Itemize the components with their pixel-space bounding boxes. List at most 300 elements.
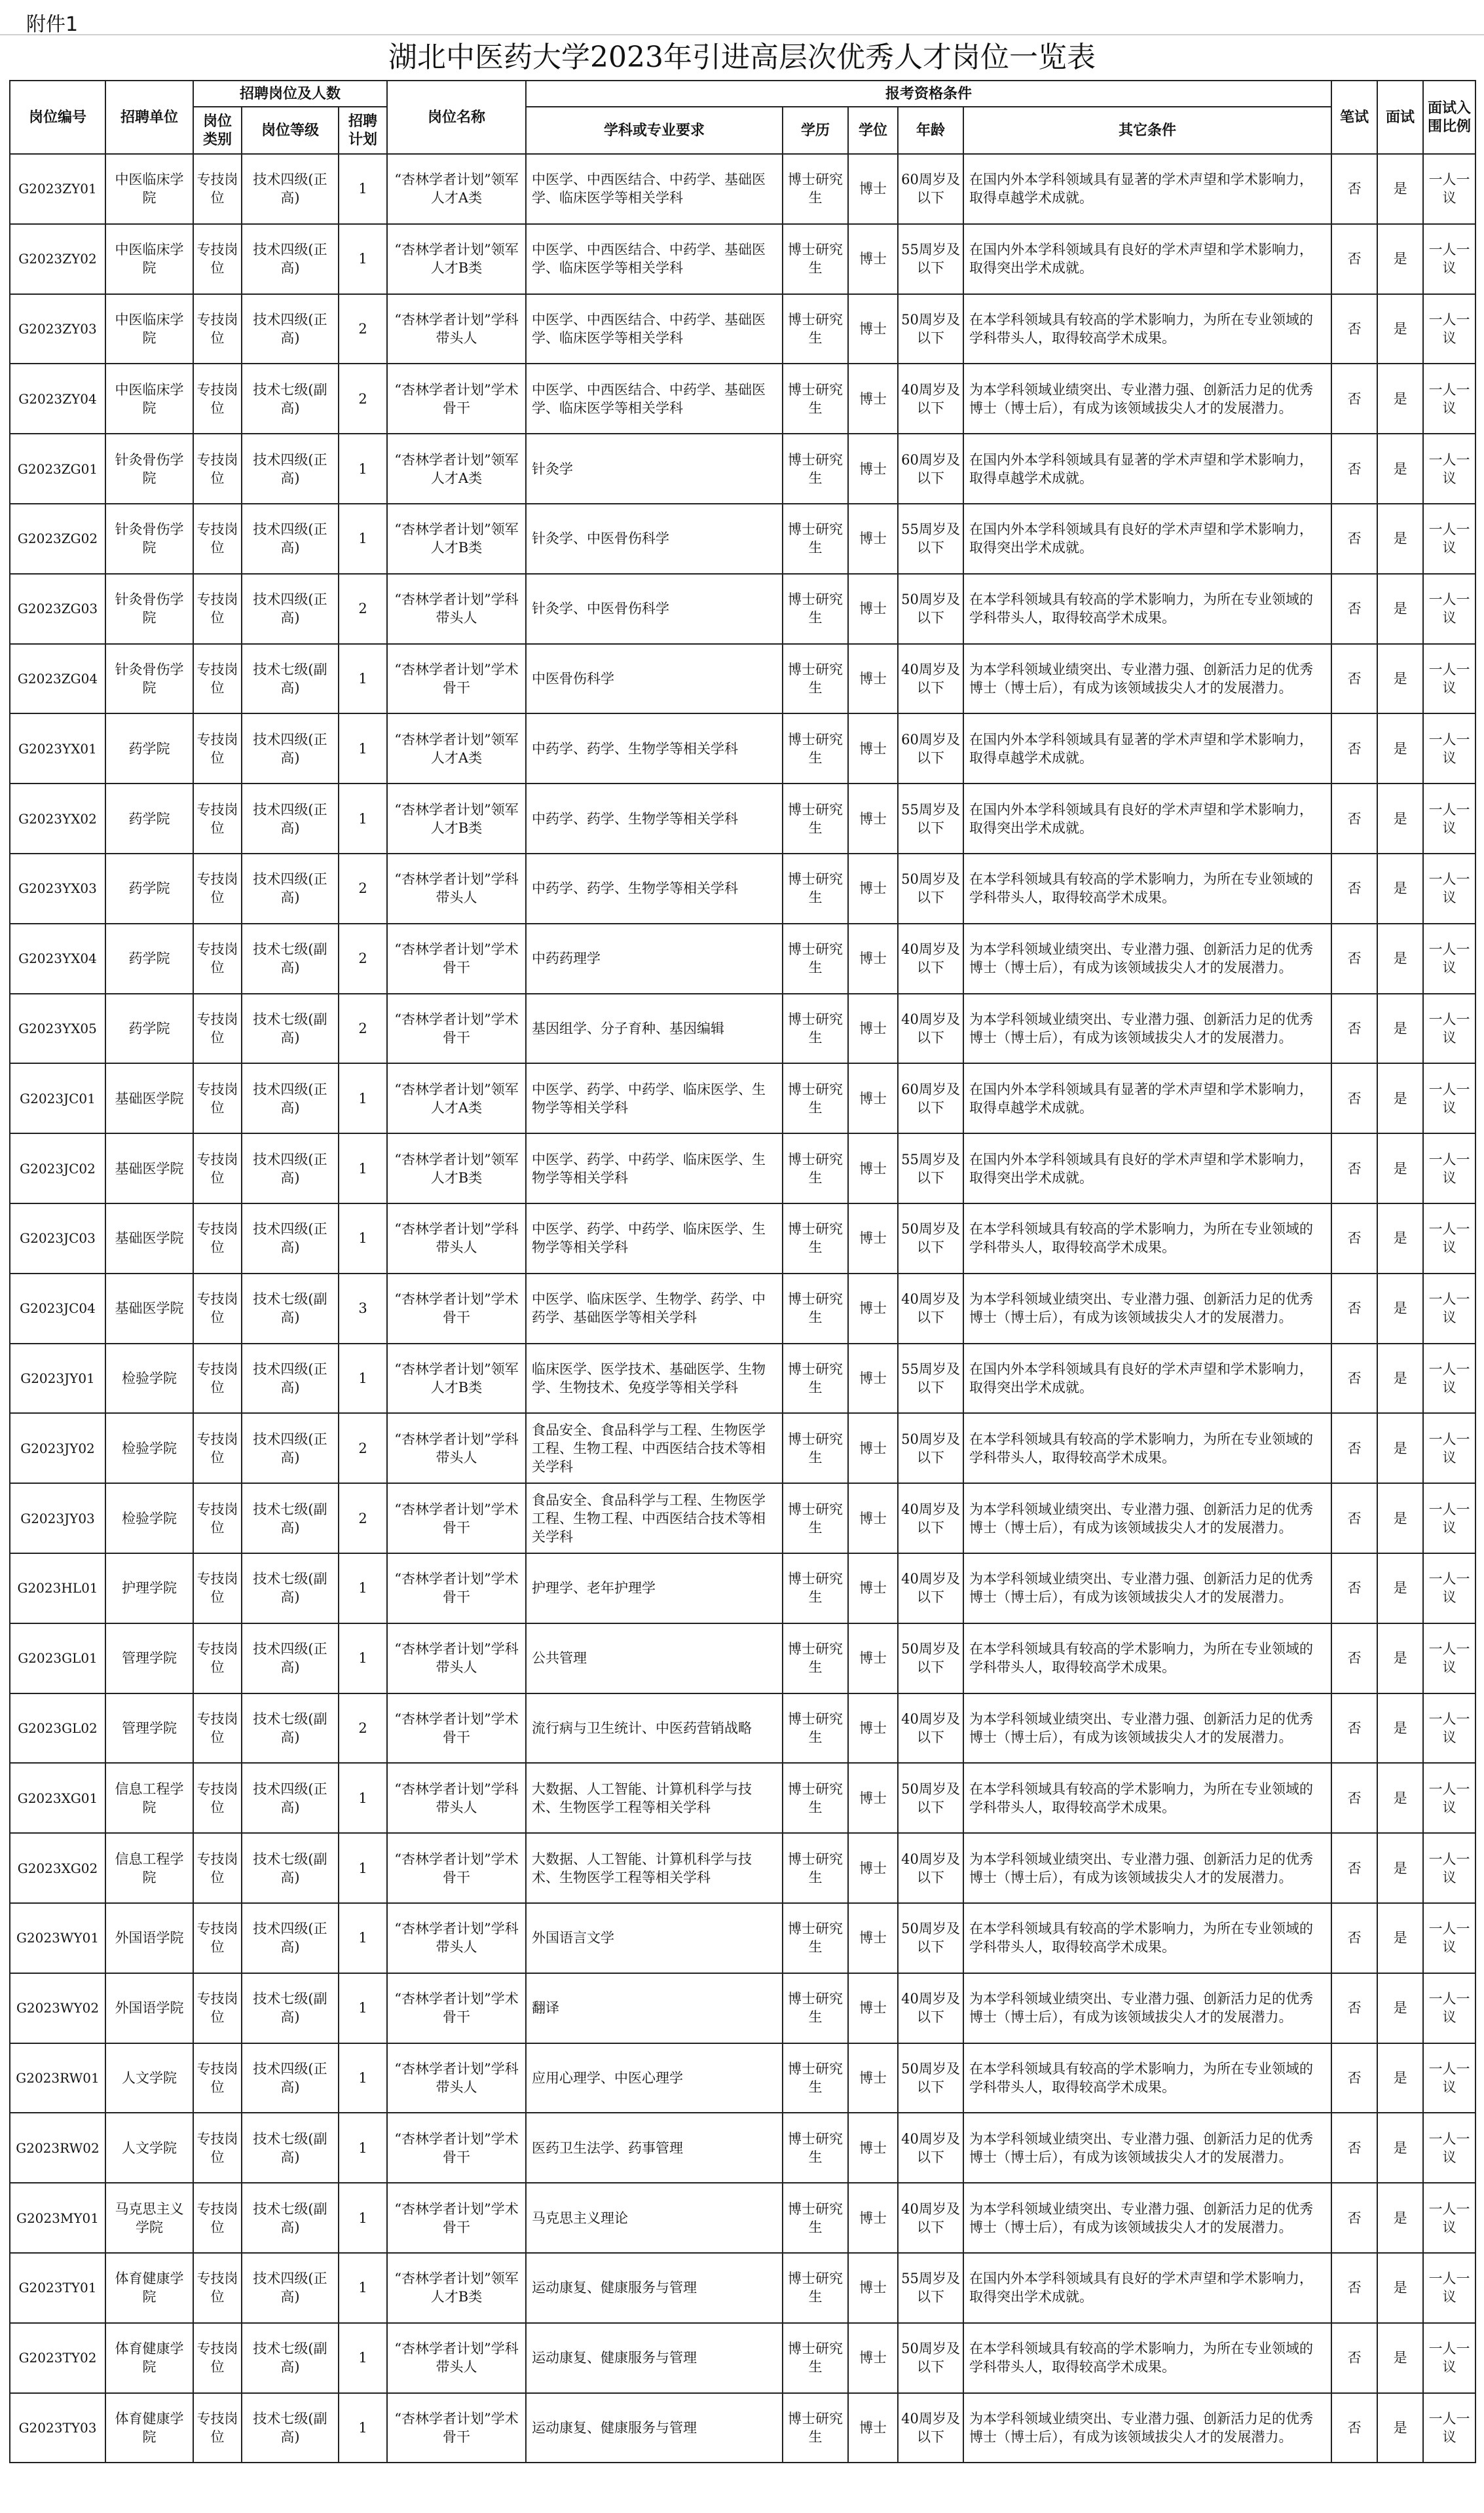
table-row: [10, 2183, 1475, 2253]
degree-cell: 博士: [848, 994, 898, 1064]
position-code-cell: G2023YX03: [10, 854, 105, 924]
written-exam-cell: 否: [1331, 1973, 1377, 2043]
header-degree: 学位: [848, 107, 898, 154]
position-code-cell: G2023YX05: [10, 994, 105, 1064]
unit-name-cell: 体育健康学院: [105, 2253, 193, 2323]
major-requirement-cell: 大数据、人工智能、计算机科学与技术、生物医学工程等相关学科: [526, 1833, 783, 1903]
other-conditions-cell: 为本学科领域业绩突出、专业潜力强、创新活力足的优秀博士（博士后），有成为该领域拔尖人才的发展潜力。: [963, 1483, 1331, 1553]
unit-name-cell: 体育健康学院: [105, 2323, 193, 2393]
education-cell: 博士研究生: [783, 924, 848, 994]
interview-cell: 是: [1377, 1903, 1423, 1973]
other-conditions-cell: 在本学科领域具有较高的学术影响力，为所在专业领域的学科带头人，取得较高学术成果。: [963, 1623, 1331, 1693]
education-cell: 博士研究生: [783, 154, 848, 224]
major-requirement-cell: 食品安全、食品科学与工程、生物医学工程、生物工程、中西医结合技术等相关学科: [526, 1413, 783, 1483]
major-requirement-cell: 外国语言文学: [526, 1903, 783, 1973]
interview-ratio-cell: 一人一议: [1423, 2323, 1475, 2393]
position-code-cell: G2023WY02: [10, 1973, 105, 2043]
education-cell: 博士研究生: [783, 1973, 848, 2043]
table-row: [10, 2323, 1475, 2393]
major-requirement-cell: 基因组学、分子育种、基因编辑: [526, 994, 783, 1064]
other-conditions-cell: 为本学科领域业绩突出、专业潜力强、创新活力足的优秀博士（博士后），有成为该领域拔尖人才的发展潜力。: [963, 364, 1331, 434]
interview-ratio-cell: 一人一议: [1423, 1903, 1475, 1973]
degree-cell: 博士: [848, 224, 898, 294]
hiring-plan-cell: 1: [339, 1763, 387, 1833]
age-limit-cell: 40周岁及以下: [898, 1693, 963, 1764]
post-level-cell: 技术七级(副高): [242, 2393, 339, 2463]
written-exam-cell: 否: [1331, 504, 1377, 574]
unit-name-cell: 药学院: [105, 784, 193, 854]
written-exam-cell: 否: [1331, 713, 1377, 784]
position-code-cell: G2023ZY02: [10, 224, 105, 294]
post-name-cell: “杏林学者计划”领军人才A类: [387, 1063, 526, 1133]
unit-name-cell: 中医临床学院: [105, 224, 193, 294]
degree-cell: 博士: [848, 784, 898, 854]
table-row: [10, 1063, 1475, 1133]
hiring-plan-cell: 1: [339, 1203, 387, 1274]
education-cell: 博士研究生: [783, 1693, 848, 1764]
header-conditions: 报考资格条件: [526, 81, 1331, 107]
major-requirement-cell: 中医学、中西医结合、中药学、基础医学、临床医学等相关学科: [526, 224, 783, 294]
unit-name-cell: 信息工程学院: [105, 1763, 193, 1833]
hiring-plan-cell: 1: [339, 713, 387, 784]
written-exam-cell: 否: [1331, 924, 1377, 994]
post-level-cell: 技术四级(正高): [242, 224, 339, 294]
degree-cell: 博士: [848, 1973, 898, 2043]
hiring-plan-cell: 1: [339, 434, 387, 504]
position-code-cell: G2023ZG04: [10, 644, 105, 714]
table-row: [10, 1763, 1475, 1833]
position-code-cell: G2023YX04: [10, 924, 105, 994]
position-code-cell: G2023JC04: [10, 1274, 105, 1344]
position-code-cell: G2023ZY04: [10, 364, 105, 434]
post-category-cell: 专技岗位: [193, 1483, 242, 1553]
other-conditions-cell: 为本学科领域业绩突出、专业潜力强、创新活力足的优秀博士（博士后），有成为该领域拔尖人才的发展潜力。: [963, 924, 1331, 994]
post-level-cell: 技术四级(正高): [242, 1344, 339, 1414]
other-conditions-cell: 在本学科领域具有较高的学术影响力，为所在专业领域的学科带头人，取得较高学术成果。: [963, 854, 1331, 924]
interview-ratio-cell: 一人一议: [1423, 574, 1475, 644]
unit-name-cell: 管理学院: [105, 1693, 193, 1764]
unit-name-cell: 针灸骨伤学院: [105, 644, 193, 714]
other-conditions-cell: 为本学科领域业绩突出、专业潜力强、创新活力足的优秀博士（博士后），有成为该领域拔尖人才的发展潜力。: [963, 994, 1331, 1064]
unit-name-cell: 药学院: [105, 994, 193, 1064]
post-level-cell: 技术七级(副高): [242, 1693, 339, 1764]
interview-ratio-cell: 一人一议: [1423, 364, 1475, 434]
other-conditions-cell: 在国内外本学科领域具有良好的学术声望和学术影响力，取得突出学术成就。: [963, 1344, 1331, 1414]
age-limit-cell: 40周岁及以下: [898, 1973, 963, 2043]
hiring-plan-cell: 1: [339, 504, 387, 574]
position-code-cell: G2023ZY01: [10, 154, 105, 224]
post-name-cell: “杏林学者计划”领军人才B类: [387, 224, 526, 294]
major-requirement-cell: 公共管理: [526, 1623, 783, 1693]
interview-cell: 是: [1377, 1973, 1423, 2043]
position-code-cell: G2023JY02: [10, 1413, 105, 1483]
table-row: [10, 1903, 1475, 1973]
age-limit-cell: 50周岁及以下: [898, 1763, 963, 1833]
degree-cell: 博士: [848, 644, 898, 714]
interview-ratio-cell: 一人一议: [1423, 1483, 1475, 1553]
education-cell: 博士研究生: [783, 713, 848, 784]
position-code-cell: G2023TY03: [10, 2393, 105, 2463]
interview-cell: 是: [1377, 224, 1423, 294]
interview-cell: 是: [1377, 1203, 1423, 1274]
degree-cell: 博士: [848, 294, 898, 364]
post-level-cell: 技术七级(副高): [242, 1833, 339, 1903]
interview-ratio-cell: 一人一议: [1423, 994, 1475, 1064]
post-name-cell: “杏林学者计划”学术骨干: [387, 1833, 526, 1903]
hiring-plan-cell: 2: [339, 1483, 387, 1553]
header-name: 岗位名称: [387, 81, 526, 154]
hiring-plan-cell: 1: [339, 1063, 387, 1133]
post-category-cell: 专技岗位: [193, 1693, 242, 1764]
degree-cell: 博士: [848, 1693, 898, 1764]
post-level-cell: 技术四级(正高): [242, 1133, 339, 1203]
age-limit-cell: 50周岁及以下: [898, 2323, 963, 2393]
age-limit-cell: 55周岁及以下: [898, 1344, 963, 1414]
age-limit-cell: 40周岁及以下: [898, 2113, 963, 2183]
post-level-cell: 技术四级(正高): [242, 154, 339, 224]
interview-ratio-cell: 一人一议: [1423, 1553, 1475, 1623]
other-conditions-cell: 为本学科领域业绩突出、专业潜力强、创新活力足的优秀博士（博士后），有成为该领域拔尖人才的发展潜力。: [963, 1553, 1331, 1623]
other-conditions-cell: 为本学科领域业绩突出、专业潜力强、创新活力足的优秀博士（博士后），有成为该领域拔尖人才的发展潜力。: [963, 2183, 1331, 2253]
major-requirement-cell: 针灸学、中医骨伤科学: [526, 574, 783, 644]
post-name-cell: “杏林学者计划”学科带头人: [387, 854, 526, 924]
post-category-cell: 专技岗位: [193, 154, 242, 224]
page-title: 湖北中医药大学2023年引进高层次优秀人才岗位一览表: [388, 41, 1096, 74]
interview-cell: 是: [1377, 854, 1423, 924]
major-requirement-cell: 中医学、药学、中药学、临床医学、生物学等相关学科: [526, 1133, 783, 1203]
written-exam-cell: 否: [1331, 1833, 1377, 1903]
age-limit-cell: 55周岁及以下: [898, 784, 963, 854]
interview-cell: 是: [1377, 1274, 1423, 1344]
other-conditions-cell: 在本学科领域具有较高的学术影响力，为所在专业领域的学科带头人，取得较高学术成果。: [963, 294, 1331, 364]
hiring-plan-cell: 1: [339, 1133, 387, 1203]
table-row: [10, 994, 1475, 1064]
age-limit-cell: 40周岁及以下: [898, 1833, 963, 1903]
written-exam-cell: 否: [1331, 1274, 1377, 1344]
post-category-cell: 专技岗位: [193, 2253, 242, 2323]
hiring-plan-cell: 1: [339, 784, 387, 854]
major-requirement-cell: 中医学、中西医结合、中药学、基础医学、临床医学等相关学科: [526, 294, 783, 364]
table-row: [10, 2253, 1475, 2323]
post-name-cell: “杏林学者计划”领军人才B类: [387, 504, 526, 574]
unit-name-cell: 外国语学院: [105, 1973, 193, 2043]
unit-name-cell: 检验学院: [105, 1413, 193, 1483]
position-code-cell: G2023YX01: [10, 713, 105, 784]
unit-name-cell: 检验学院: [105, 1483, 193, 1553]
interview-ratio-cell: 一人一议: [1423, 1623, 1475, 1693]
header-edu: 学历: [783, 107, 848, 154]
other-conditions-cell: 为本学科领域业绩突出、专业潜力强、创新活力足的优秀博士（博士后），有成为该领域拔尖人才的发展潜力。: [963, 1833, 1331, 1903]
degree-cell: 博士: [848, 1763, 898, 1833]
post-level-cell: 技术四级(正高): [242, 504, 339, 574]
unit-name-cell: 基础医学院: [105, 1274, 193, 1344]
hiring-plan-cell: 2: [339, 294, 387, 364]
degree-cell: 博士: [848, 2323, 898, 2393]
interview-cell: 是: [1377, 2393, 1423, 2463]
table-row: [10, 1203, 1475, 1274]
other-conditions-cell: 在本学科领域具有较高的学术影响力，为所在专业领域的学科带头人，取得较高学术成果。: [963, 574, 1331, 644]
post-category-cell: 专技岗位: [193, 784, 242, 854]
table-row: [10, 1274, 1475, 1344]
unit-name-cell: 药学院: [105, 713, 193, 784]
written-exam-cell: 否: [1331, 2043, 1377, 2113]
degree-cell: 博士: [848, 1274, 898, 1344]
other-conditions-cell: 在国内外本学科领域具有良好的学术声望和学术影响力，取得突出学术成就。: [963, 784, 1331, 854]
other-conditions-cell: 在国内外本学科领域具有显著的学术声望和学术影响力，取得卓越学术成就。: [963, 1063, 1331, 1133]
hiring-plan-cell: 1: [339, 2393, 387, 2463]
age-limit-cell: 60周岁及以下: [898, 713, 963, 784]
post-name-cell: “杏林学者计划”领军人才B类: [387, 784, 526, 854]
hiring-plan-cell: 1: [339, 644, 387, 714]
degree-cell: 博士: [848, 574, 898, 644]
post-level-cell: 技术四级(正高): [242, 1763, 339, 1833]
table-row: [10, 154, 1475, 224]
written-exam-cell: 否: [1331, 1903, 1377, 1973]
table-row: [10, 1553, 1475, 1623]
major-requirement-cell: 中医骨伤科学: [526, 644, 783, 714]
position-code-cell: G2023GL01: [10, 1623, 105, 1693]
header-row-2: [10, 107, 1475, 154]
major-requirement-cell: 中药药理学: [526, 924, 783, 994]
post-category-cell: 专技岗位: [193, 924, 242, 994]
position-code-cell: G2023ZY03: [10, 294, 105, 364]
major-requirement-cell: 运动康复、健康服务与管理: [526, 2323, 783, 2393]
post-name-cell: “杏林学者计划”学科带头人: [387, 1903, 526, 1973]
post-level-cell: 技术七级(副高): [242, 2323, 339, 2393]
major-requirement-cell: 运动康复、健康服务与管理: [526, 2393, 783, 2463]
hiring-plan-cell: 1: [339, 1833, 387, 1903]
post-level-cell: 技术七级(副高): [242, 1553, 339, 1623]
age-limit-cell: 50周岁及以下: [898, 294, 963, 364]
other-conditions-cell: 在国内外本学科领域具有显著的学术声望和学术影响力，取得卓越学术成就。: [963, 713, 1331, 784]
interview-ratio-cell: 一人一议: [1423, 504, 1475, 574]
interview-ratio-cell: 一人一议: [1423, 1203, 1475, 1274]
age-limit-cell: 60周岁及以下: [898, 1063, 963, 1133]
position-code-cell: G2023HL01: [10, 1553, 105, 1623]
interview-ratio-cell: 一人一议: [1423, 154, 1475, 224]
header-category: 岗位类别: [193, 107, 242, 154]
interview-cell: 是: [1377, 924, 1423, 994]
degree-cell: 博士: [848, 1344, 898, 1414]
position-code-cell: G2023TY02: [10, 2323, 105, 2393]
education-cell: 博士研究生: [783, 1274, 848, 1344]
major-requirement-cell: 中药学、药学、生物学等相关学科: [526, 854, 783, 924]
hiring-plan-cell: 1: [339, 1344, 387, 1414]
post-category-cell: 专技岗位: [193, 2043, 242, 2113]
post-level-cell: 技术七级(副高): [242, 1483, 339, 1553]
table-row: [10, 224, 1475, 294]
other-conditions-cell: 在本学科领域具有较高的学术影响力，为所在专业领域的学科带头人，取得较高学术成果。: [963, 1903, 1331, 1973]
table-row: [10, 713, 1475, 784]
hiring-plan-cell: 2: [339, 924, 387, 994]
interview-cell: 是: [1377, 713, 1423, 784]
header-age: 年龄: [898, 107, 963, 154]
major-requirement-cell: 针灸学、中医骨伤科学: [526, 504, 783, 574]
major-requirement-cell: 中医学、临床医学、生物学、药学、中药学、基础医学等相关学科: [526, 1274, 783, 1344]
post-name-cell: “杏林学者计划”领军人才B类: [387, 1344, 526, 1414]
other-conditions-cell: 为本学科领域业绩突出、专业潜力强、创新活力足的优秀博士（博士后），有成为该领域拔尖人才的发展潜力。: [963, 1274, 1331, 1344]
hiring-plan-cell: 1: [339, 1903, 387, 1973]
education-cell: 博士研究生: [783, 504, 848, 574]
other-conditions-cell: 在本学科领域具有较高的学术影响力，为所在专业领域的学科带头人，取得较高学术成果。: [963, 1413, 1331, 1483]
unit-name-cell: 护理学院: [105, 1553, 193, 1623]
unit-name-cell: 体育健康学院: [105, 2393, 193, 2463]
interview-ratio-cell: 一人一议: [1423, 1274, 1475, 1344]
post-level-cell: 技术七级(副高): [242, 364, 339, 434]
hiring-plan-cell: 1: [339, 2253, 387, 2323]
table-row: [10, 924, 1475, 994]
age-limit-cell: 40周岁及以下: [898, 1553, 963, 1623]
degree-cell: 博士: [848, 434, 898, 504]
degree-cell: 博士: [848, 2253, 898, 2323]
post-category-cell: 专技岗位: [193, 364, 242, 434]
written-exam-cell: 否: [1331, 2253, 1377, 2323]
position-code-cell: G2023MY01: [10, 2183, 105, 2253]
post-name-cell: “杏林学者计划”学术骨干: [387, 644, 526, 714]
interview-ratio-cell: 一人一议: [1423, 434, 1475, 504]
post-name-cell: “杏林学者计划”学术骨干: [387, 1693, 526, 1764]
post-level-cell: 技术四级(正高): [242, 1203, 339, 1274]
hiring-plan-cell: 2: [339, 1693, 387, 1764]
education-cell: 博士研究生: [783, 854, 848, 924]
education-cell: 博士研究生: [783, 1203, 848, 1274]
position-code-cell: G2023TY01: [10, 2253, 105, 2323]
table-row: [10, 854, 1475, 924]
unit-name-cell: 信息工程学院: [105, 1833, 193, 1903]
interview-ratio-cell: 一人一议: [1423, 2183, 1475, 2253]
position-code-cell: G2023ZG02: [10, 504, 105, 574]
degree-cell: 博士: [848, 924, 898, 994]
post-level-cell: 技术四级(正高): [242, 1413, 339, 1483]
table-row: [10, 2393, 1475, 2463]
header-major: 学科或专业要求: [526, 107, 783, 154]
post-name-cell: “杏林学者计划”学科带头人: [387, 574, 526, 644]
interview-ratio-cell: 一人一议: [1423, 294, 1475, 364]
post-name-cell: “杏林学者计划”学科带头人: [387, 1413, 526, 1483]
degree-cell: 博士: [848, 364, 898, 434]
header-interview: 面试: [1377, 81, 1423, 154]
header-plan: 招聘计划: [339, 107, 387, 154]
age-limit-cell: 55周岁及以下: [898, 1133, 963, 1203]
position-code-cell: G2023WY01: [10, 1903, 105, 1973]
post-category-cell: 专技岗位: [193, 1133, 242, 1203]
header-other: 其它条件: [963, 107, 1331, 154]
attachment-row: [0, 0, 1484, 35]
hiring-plan-cell: 2: [339, 574, 387, 644]
post-level-cell: 技术七级(副高): [242, 644, 339, 714]
degree-cell: 博士: [848, 1903, 898, 1973]
age-limit-cell: 40周岁及以下: [898, 644, 963, 714]
hiring-plan-cell: 2: [339, 1413, 387, 1483]
age-limit-cell: 40周岁及以下: [898, 2393, 963, 2463]
age-limit-cell: 60周岁及以下: [898, 434, 963, 504]
post-category-cell: 专技岗位: [193, 1623, 242, 1693]
table-row: [10, 2113, 1475, 2183]
interview-ratio-cell: 一人一议: [1423, 784, 1475, 854]
age-limit-cell: 40周岁及以下: [898, 924, 963, 994]
hiring-plan-cell: 1: [339, 2043, 387, 2113]
position-code-cell: G2023XG01: [10, 1763, 105, 1833]
unit-name-cell: 基础医学院: [105, 1203, 193, 1274]
degree-cell: 博士: [848, 2183, 898, 2253]
age-limit-cell: 40周岁及以下: [898, 364, 963, 434]
table-body: [10, 154, 1475, 2463]
unit-name-cell: 外国语学院: [105, 1903, 193, 1973]
interview-cell: 是: [1377, 2323, 1423, 2393]
interview-cell: 是: [1377, 1133, 1423, 1203]
hiring-plan-cell: 1: [339, 1553, 387, 1623]
education-cell: 博士研究生: [783, 784, 848, 854]
interview-ratio-cell: 一人一议: [1423, 1833, 1475, 1903]
written-exam-cell: 否: [1331, 1693, 1377, 1764]
interview-ratio-cell: 一人一议: [1423, 224, 1475, 294]
hiring-plan-cell: 1: [339, 2323, 387, 2393]
written-exam-cell: 否: [1331, 294, 1377, 364]
header-level: 岗位等级: [242, 107, 339, 154]
education-cell: 博士研究生: [783, 2323, 848, 2393]
interview-cell: 是: [1377, 154, 1423, 224]
age-limit-cell: 40周岁及以下: [898, 994, 963, 1064]
written-exam-cell: 否: [1331, 994, 1377, 1064]
unit-name-cell: 中医临床学院: [105, 154, 193, 224]
other-conditions-cell: 在本学科领域具有较高的学术影响力，为所在专业领域的学科带头人，取得较高学术成果。: [963, 2043, 1331, 2113]
interview-cell: 是: [1377, 1763, 1423, 1833]
post-category-cell: 专技岗位: [193, 2323, 242, 2393]
hiring-plan-cell: 1: [339, 154, 387, 224]
table-row: [10, 1693, 1475, 1764]
position-code-cell: G2023XG02: [10, 1833, 105, 1903]
interview-ratio-cell: 一人一议: [1423, 1973, 1475, 2043]
table-row: [10, 1133, 1475, 1203]
interview-cell: 是: [1377, 2113, 1423, 2183]
unit-name-cell: 药学院: [105, 924, 193, 994]
written-exam-cell: 否: [1331, 1763, 1377, 1833]
major-requirement-cell: 中药学、药学、生物学等相关学科: [526, 784, 783, 854]
written-exam-cell: 否: [1331, 1344, 1377, 1414]
education-cell: 博士研究生: [783, 574, 848, 644]
written-exam-cell: 否: [1331, 2323, 1377, 2393]
interview-cell: 是: [1377, 2253, 1423, 2323]
post-level-cell: 技术四级(正高): [242, 1623, 339, 1693]
unit-name-cell: 基础医学院: [105, 1133, 193, 1203]
post-category-cell: 专技岗位: [193, 1553, 242, 1623]
major-requirement-cell: 临床医学、医学技术、基础医学、生物学、生物技术、免疫学等相关学科: [526, 1344, 783, 1414]
attachment-label: 附件1: [26, 13, 79, 36]
interview-cell: 是: [1377, 1413, 1423, 1483]
table-row: [10, 1344, 1475, 1414]
education-cell: 博士研究生: [783, 434, 848, 504]
unit-name-cell: 人文学院: [105, 2043, 193, 2113]
post-level-cell: 技术四级(正高): [242, 784, 339, 854]
post-name-cell: “杏林学者计划”学术骨干: [387, 1274, 526, 1344]
hiring-plan-cell: 1: [339, 1973, 387, 2043]
post-category-cell: 专技岗位: [193, 2113, 242, 2183]
degree-cell: 博士: [848, 1623, 898, 1693]
other-conditions-cell: 为本学科领域业绩突出、专业潜力强、创新活力足的优秀博士（博士后），有成为该领域拔尖人才的发展潜力。: [963, 644, 1331, 714]
interview-ratio-cell: 一人一议: [1423, 713, 1475, 784]
education-cell: 博士研究生: [783, 2393, 848, 2463]
hiring-plan-cell: 2: [339, 854, 387, 924]
interview-ratio-cell: 一人一议: [1423, 2253, 1475, 2323]
hiring-plan-cell: 1: [339, 2113, 387, 2183]
interview-ratio-cell: 一人一议: [1423, 2043, 1475, 2113]
post-category-cell: 专技岗位: [193, 854, 242, 924]
age-limit-cell: 50周岁及以下: [898, 2043, 963, 2113]
post-name-cell: “杏林学者计划”学术骨干: [387, 994, 526, 1064]
degree-cell: 博士: [848, 154, 898, 224]
interview-ratio-cell: 一人一议: [1423, 924, 1475, 994]
age-limit-cell: 60周岁及以下: [898, 154, 963, 224]
